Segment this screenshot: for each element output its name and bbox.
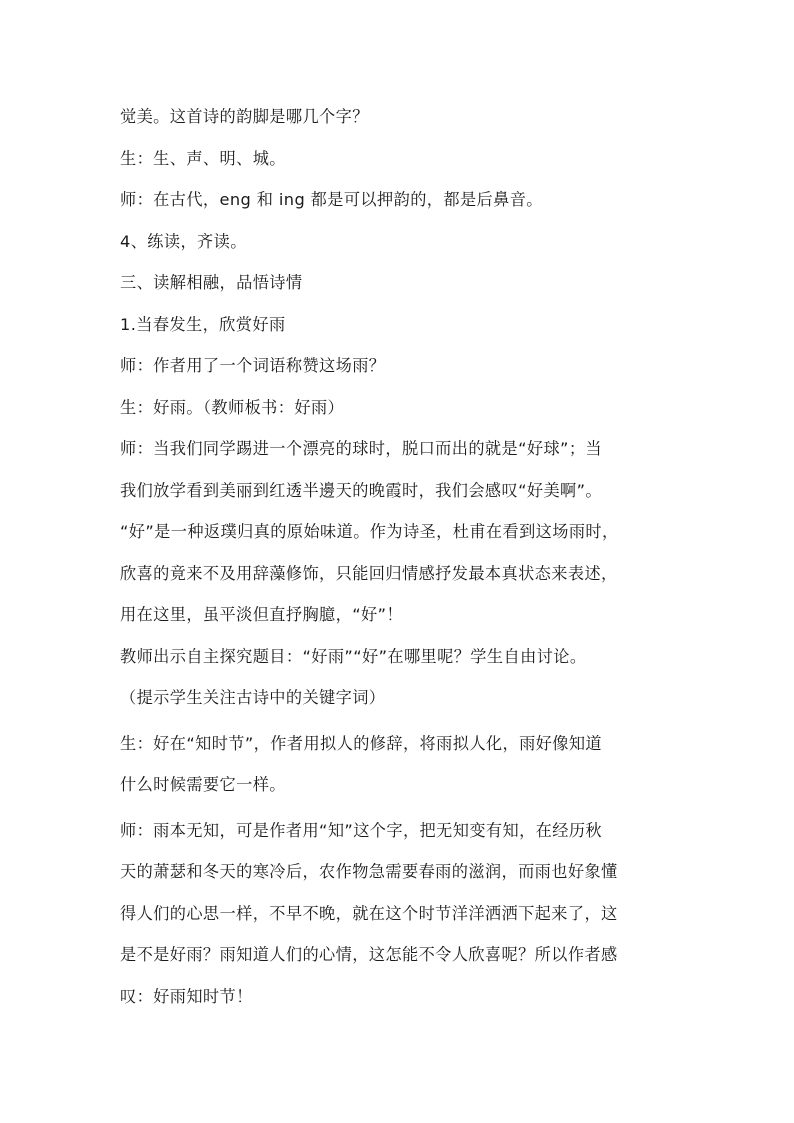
- text-line: 是不是好雨？雨知道人们的心情，这怎能不令人欣喜呢？所以作者感: [120, 945, 618, 964]
- text-line: 得人们的心思一样，不早不晚，就在这个时节洋洋洒洒下起来了，这: [120, 903, 618, 923]
- text-line: 师：雨本无知，可是作者用“知”这个字，把无知变有知，在经历秋: [120, 820, 603, 840]
- text-line: 师：作者用了一个词语称赞这场雨？: [120, 356, 386, 375]
- text-line: 欣喜的竟来不及用辞藻修饰，只能回归情感抒发最本真状态来表述，: [120, 563, 618, 583]
- text-line: 4、练读，齐读。: [120, 231, 247, 251]
- text-line: 教师出示自主探究题目：“好雨”“好”在哪里呢？学生自由讨论。: [120, 646, 587, 666]
- text-line: 生：生、声、明、城。: [120, 148, 286, 168]
- document-body: [120, 96, 682, 1017]
- subsection-heading: 1.当春发生，欣赏好雨: [120, 314, 286, 334]
- text-line: 生：好在“知时节”，作者用拟人的修辞，将雨拟人化，雨好像知道: [120, 733, 603, 753]
- text-line: 师：在古代，eng 和 ing 都是可以押韵的，都是后鼻音。: [120, 190, 543, 209]
- text-line: 什么时候需要它一样。: [120, 775, 286, 794]
- text-line: 师：当我们同学踢进一个漂亮的球时，脱口而出的就是“好球”；当: [120, 439, 603, 458]
- text-line: 觉美。这首诗的韵脚是哪几个字？: [120, 107, 369, 126]
- text-line: “好”是一种返璞归真的原始味道。作为诗圣，杜甫在看到这场雨时，: [120, 522, 619, 541]
- text-line: 生：好雨。（教师板书：好雨）: [120, 397, 345, 417]
- text-line: 我们放学看到美丽到红透半邊天的晚霞时，我们会感叹“好美啊”。: [120, 480, 603, 500]
- text-line: 用在这里，虽平淡但直抒胸臆，“好”！: [120, 605, 403, 624]
- section-heading: 三、读解相融，品悟诗情: [120, 273, 303, 292]
- text-line: 天的萧瑟和冬天的寒冷后，农作物急需要春雨的滋润，而雨也好象懂: [120, 862, 618, 881]
- text-line: （提示学生关注古诗中的关键字词）: [120, 688, 386, 707]
- text-line: 叹：好雨知时节！: [120, 986, 253, 1006]
